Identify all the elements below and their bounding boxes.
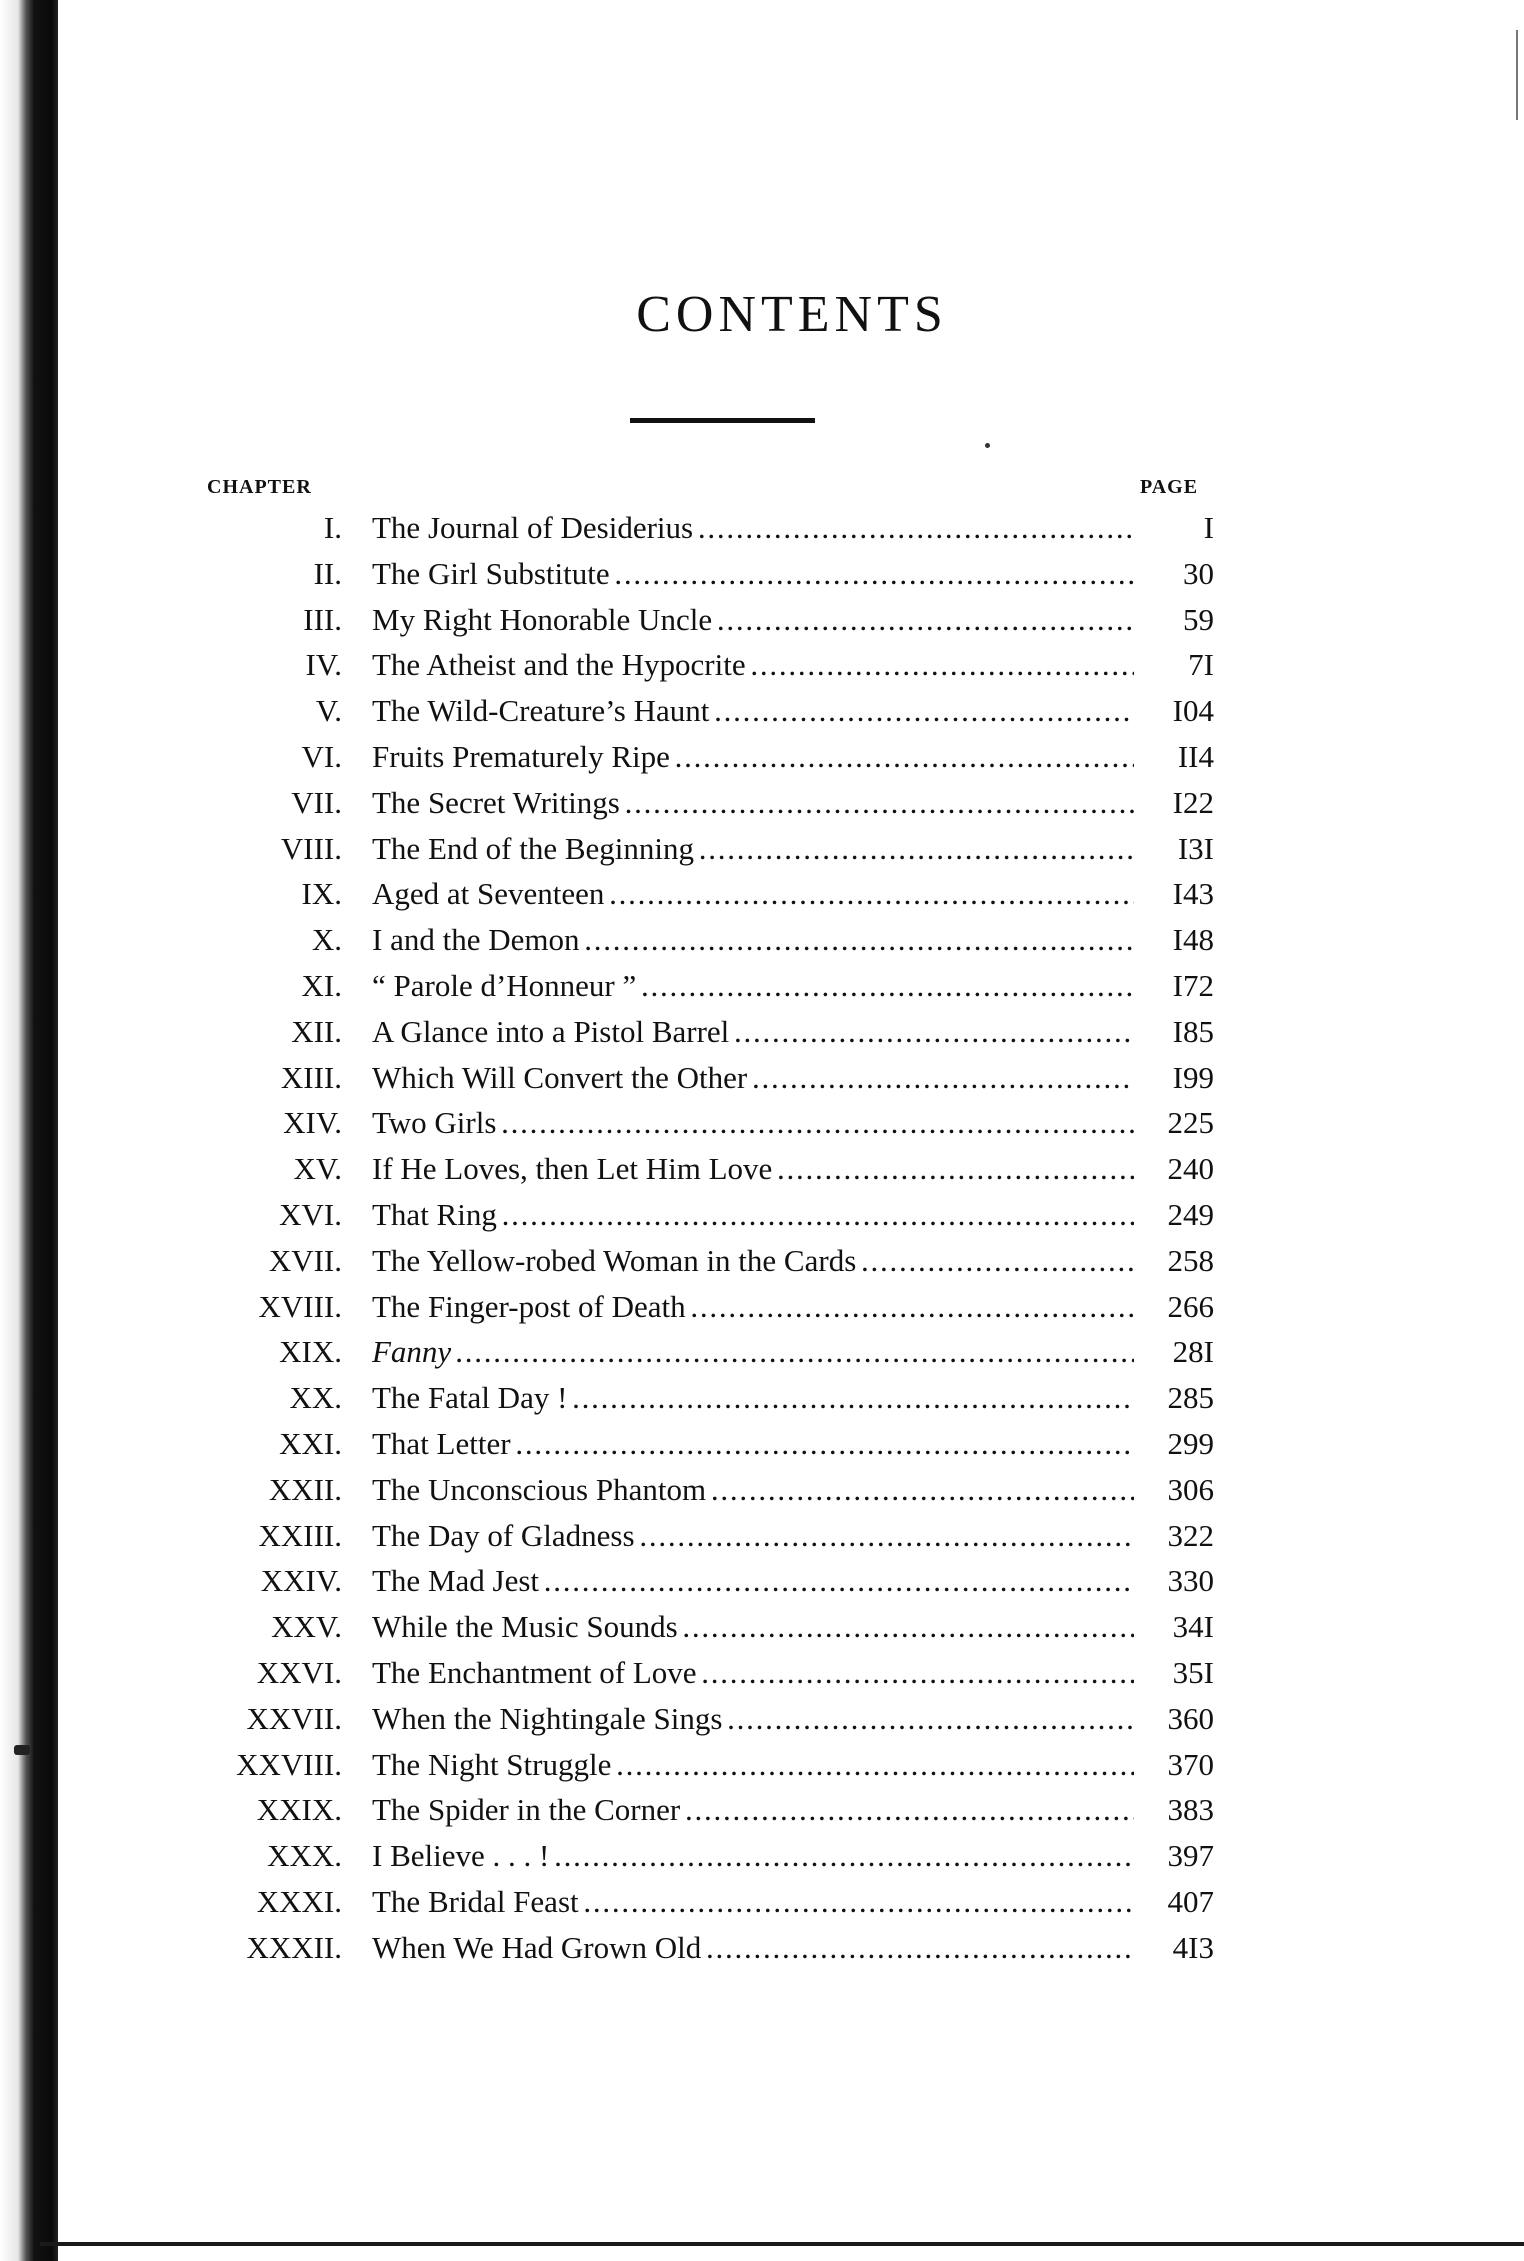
chapter-numeral: XII. — [291, 1013, 342, 1049]
page-number: I72 — [1140, 963, 1214, 1009]
chapter-title: The Day of Gladness . . . — [372, 1513, 1134, 1559]
toc-row — [0, 871, 1524, 917]
chapter-title: The Fatal Day ! . . . — [372, 1375, 1134, 1421]
chapter-numeral: XXIX. — [256, 1792, 342, 1828]
chapter-entry — [372, 780, 1134, 826]
chapter-title: If He Loves, then Let Him Love . . . — [372, 1146, 1134, 1192]
chapter-title: I and the Demon . . . — [372, 917, 1134, 963]
toc-row — [0, 1055, 1524, 1101]
page-number: 35I — [1140, 1650, 1214, 1696]
chapter-title: The Secret Writings . . . — [372, 780, 1134, 826]
chapter-entry — [372, 1833, 1134, 1879]
chapter-numeral: VII. — [291, 784, 342, 820]
chapter-title: Fanny . . . — [372, 1329, 1134, 1375]
chapter-entry — [372, 1055, 1134, 1101]
chapter-title: The Bridal Feast . . . — [372, 1879, 1134, 1925]
chapter-entry — [372, 1604, 1134, 1650]
chapter-title: Which Will Convert the Other . . . — [372, 1055, 1134, 1101]
chapter-numeral: I. — [323, 510, 342, 545]
chapter-entry — [372, 1146, 1134, 1192]
page-number: I99 — [1140, 1055, 1214, 1101]
toc-row — [0, 1925, 1524, 1971]
page-number: I48 — [1140, 917, 1214, 963]
chapter-numeral: XXVIII. — [236, 1746, 342, 1782]
title-rule — [630, 418, 815, 423]
page-number: 34I — [1140, 1604, 1214, 1650]
chapter-title: The End of the Beginning . . . — [372, 826, 1134, 872]
chapter-numeral: XXVI. — [256, 1654, 342, 1690]
toc-row — [0, 1100, 1524, 1146]
page-number: I — [1140, 505, 1214, 551]
toc-row — [0, 1146, 1524, 1192]
chapter-title: The Wild-Creature’s Haunt . . . — [372, 688, 1134, 734]
toc-row — [0, 826, 1524, 872]
chapter-numeral: XVII. — [268, 1242, 342, 1278]
chapter-entry — [372, 963, 1134, 1009]
chapter-numeral: VI. — [301, 738, 342, 774]
bottom-rule — [40, 2242, 1524, 2246]
chapter-numeral: X. — [311, 922, 342, 958]
page-number: 370 — [1140, 1742, 1214, 1788]
toc-row — [0, 1192, 1524, 1238]
chapter-numeral: II. — [313, 555, 342, 591]
page-number: II4 — [1140, 734, 1214, 780]
chapter-title: A Glance into a Pistol Barrel . . . — [372, 1009, 1134, 1055]
chapter-entry — [372, 1925, 1134, 1971]
chapter-numeral: XXIII. — [258, 1517, 342, 1553]
page-number: 360 — [1140, 1696, 1214, 1742]
toc-row — [0, 1696, 1524, 1742]
chapter-title: Two Girls . . . — [372, 1100, 1134, 1146]
toc-row — [0, 1375, 1524, 1421]
toc-row — [0, 1329, 1524, 1375]
page-number: 225 — [1140, 1100, 1214, 1146]
chapter-numeral: XV. — [293, 1151, 342, 1187]
chapter-title: “ Parole d’Honneur ” . . . — [372, 963, 1134, 1009]
page-number: 30 — [1140, 551, 1214, 597]
chapter-numeral: XVI. — [279, 1196, 342, 1232]
toc-row — [0, 780, 1524, 826]
toc-row — [0, 597, 1524, 643]
chapter-title: The Finger-post of Death . . . — [372, 1284, 1134, 1330]
chapter-entry — [372, 1787, 1134, 1833]
toc-row — [0, 1467, 1524, 1513]
page-number: 383 — [1140, 1787, 1214, 1833]
page-number: 322 — [1140, 1513, 1214, 1559]
chapter-title: The Atheist and the Hypocrite . . . — [372, 642, 1134, 688]
chapter-entry — [372, 688, 1134, 734]
toc-row — [0, 1558, 1524, 1604]
chapter-numeral: XXII. — [268, 1471, 342, 1507]
page-number: I43 — [1140, 871, 1214, 917]
toc-row — [0, 1650, 1524, 1696]
page-number: 258 — [1140, 1238, 1214, 1284]
chapter-numeral: XI. — [301, 967, 342, 1003]
chapter-numeral: III. — [303, 601, 342, 637]
toc-row — [0, 917, 1524, 963]
toc-row — [0, 1284, 1524, 1330]
chapter-title: The Enchantment of Love . . . — [372, 1650, 1134, 1696]
chapter-title: When the Nightingale Sings . . . — [372, 1696, 1134, 1742]
chapter-entry — [372, 597, 1134, 643]
chapter-entry — [372, 917, 1134, 963]
chapter-entry — [372, 1100, 1134, 1146]
page-number: I85 — [1140, 1009, 1214, 1055]
toc-row — [0, 505, 1524, 551]
chapter-numeral: XXXI. — [256, 1883, 342, 1919]
chapter-entry — [372, 1421, 1134, 1467]
chapter-title: Aged at Seventeen . . . — [372, 871, 1134, 917]
chapter-entry — [372, 1238, 1134, 1284]
page-column-label: PAGE — [1140, 476, 1199, 498]
toc-row — [0, 963, 1524, 1009]
chapter-entry — [372, 1742, 1134, 1788]
chapter-entry — [372, 1467, 1134, 1513]
toc-row — [0, 1742, 1524, 1788]
chapter-title: While the Music Sounds . . . — [372, 1604, 1134, 1650]
chapter-title: The Night Struggle . . . — [372, 1742, 1134, 1788]
chapter-column-label: CHAPTER — [207, 476, 312, 498]
page-number: 28I — [1140, 1329, 1214, 1375]
chapter-entry — [372, 1375, 1134, 1421]
page-number: 4I3 — [1140, 1925, 1214, 1971]
chapter-entry — [372, 734, 1134, 780]
chapter-title: That Letter . . . — [372, 1421, 1134, 1467]
chapter-title: My Right Honorable Uncle . . . — [372, 597, 1134, 643]
chapter-entry — [372, 642, 1134, 688]
chapter-entry — [372, 1696, 1134, 1742]
chapter-entry — [372, 1192, 1134, 1238]
chapter-entry — [372, 505, 1134, 551]
page-number: 397 — [1140, 1833, 1214, 1879]
page-number: 306 — [1140, 1467, 1214, 1513]
chapter-numeral: XIX. — [279, 1334, 342, 1370]
toc-row — [0, 1787, 1524, 1833]
chapter-numeral: XXV. — [271, 1609, 342, 1645]
toc-row — [0, 734, 1524, 780]
toc-row — [0, 1421, 1524, 1467]
chapter-numeral: XXVII. — [246, 1700, 342, 1736]
chapter-numeral: XXXII. — [246, 1929, 342, 1965]
chapter-entry — [372, 1558, 1134, 1604]
ink-dot — [985, 443, 990, 448]
page-edge-mark — [1516, 30, 1518, 120]
chapter-numeral: XIV. — [283, 1105, 342, 1141]
chapter-entry — [372, 1513, 1134, 1559]
chapter-entry — [372, 871, 1134, 917]
page-number: 407 — [1140, 1879, 1214, 1925]
chapter-title: The Yellow-robed Woman in the Cards . . . — [372, 1238, 1134, 1284]
chapter-numeral: XXIV. — [260, 1563, 342, 1599]
chapter-title: The Unconscious Phantom . . . — [372, 1467, 1134, 1513]
toc-row — [0, 551, 1524, 597]
toc-row — [0, 1513, 1524, 1559]
toc-row — [0, 1833, 1524, 1879]
page-number: I3I — [1140, 826, 1214, 872]
chapter-numeral: VIII. — [280, 830, 342, 866]
contents-list — [0, 505, 1524, 1971]
chapter-entry — [372, 1879, 1134, 1925]
page-number: 330 — [1140, 1558, 1214, 1604]
toc-row — [0, 1238, 1524, 1284]
chapter-numeral: V. — [315, 693, 342, 729]
chapter-entry — [372, 551, 1134, 597]
page-number: 285 — [1140, 1375, 1214, 1421]
chapter-numeral: XVIII. — [258, 1288, 342, 1324]
chapter-title: The Girl Substitute . . . — [372, 551, 1134, 597]
page-number: 266 — [1140, 1284, 1214, 1330]
page-number: I04 — [1140, 688, 1214, 734]
chapter-numeral: XXX. — [267, 1838, 342, 1874]
toc-row — [0, 688, 1524, 734]
chapter-numeral: XXI. — [279, 1425, 342, 1461]
chapter-numeral: XX. — [289, 1380, 342, 1416]
chapter-title: That Ring . . . — [372, 1192, 1134, 1238]
page-number: 299 — [1140, 1421, 1214, 1467]
chapter-title: The Spider in the Corner . . . — [372, 1787, 1134, 1833]
chapter-title: The Journal of Desiderius . . . — [372, 505, 1134, 551]
chapter-title: The Mad Jest . . . — [372, 1558, 1134, 1604]
chapter-entry — [372, 1284, 1134, 1330]
chapter-title: Fruits Prematurely Ripe . . . — [372, 734, 1134, 780]
toc-row — [0, 1009, 1524, 1055]
chapter-entry — [372, 1650, 1134, 1696]
chapter-title: I Believe . . . ! . . . — [372, 1833, 1134, 1879]
page-number: I22 — [1140, 780, 1214, 826]
chapter-entry — [372, 826, 1134, 872]
page-number: 249 — [1140, 1192, 1214, 1238]
toc-row — [0, 1604, 1524, 1650]
chapter-numeral: IV. — [305, 647, 342, 683]
chapter-entry — [372, 1009, 1134, 1055]
page-title: CONTENTS — [636, 286, 948, 343]
chapter-entry — [372, 1329, 1134, 1375]
toc-row — [0, 1879, 1524, 1925]
page-number: 240 — [1140, 1146, 1214, 1192]
page-number: 59 — [1140, 597, 1214, 643]
chapter-title: When We Had Grown Old . . . — [372, 1925, 1134, 1971]
toc-row — [0, 642, 1524, 688]
page-number: 7I — [1140, 642, 1214, 688]
chapter-numeral: XIII. — [280, 1059, 342, 1095]
chapter-numeral: IX. — [301, 876, 342, 912]
